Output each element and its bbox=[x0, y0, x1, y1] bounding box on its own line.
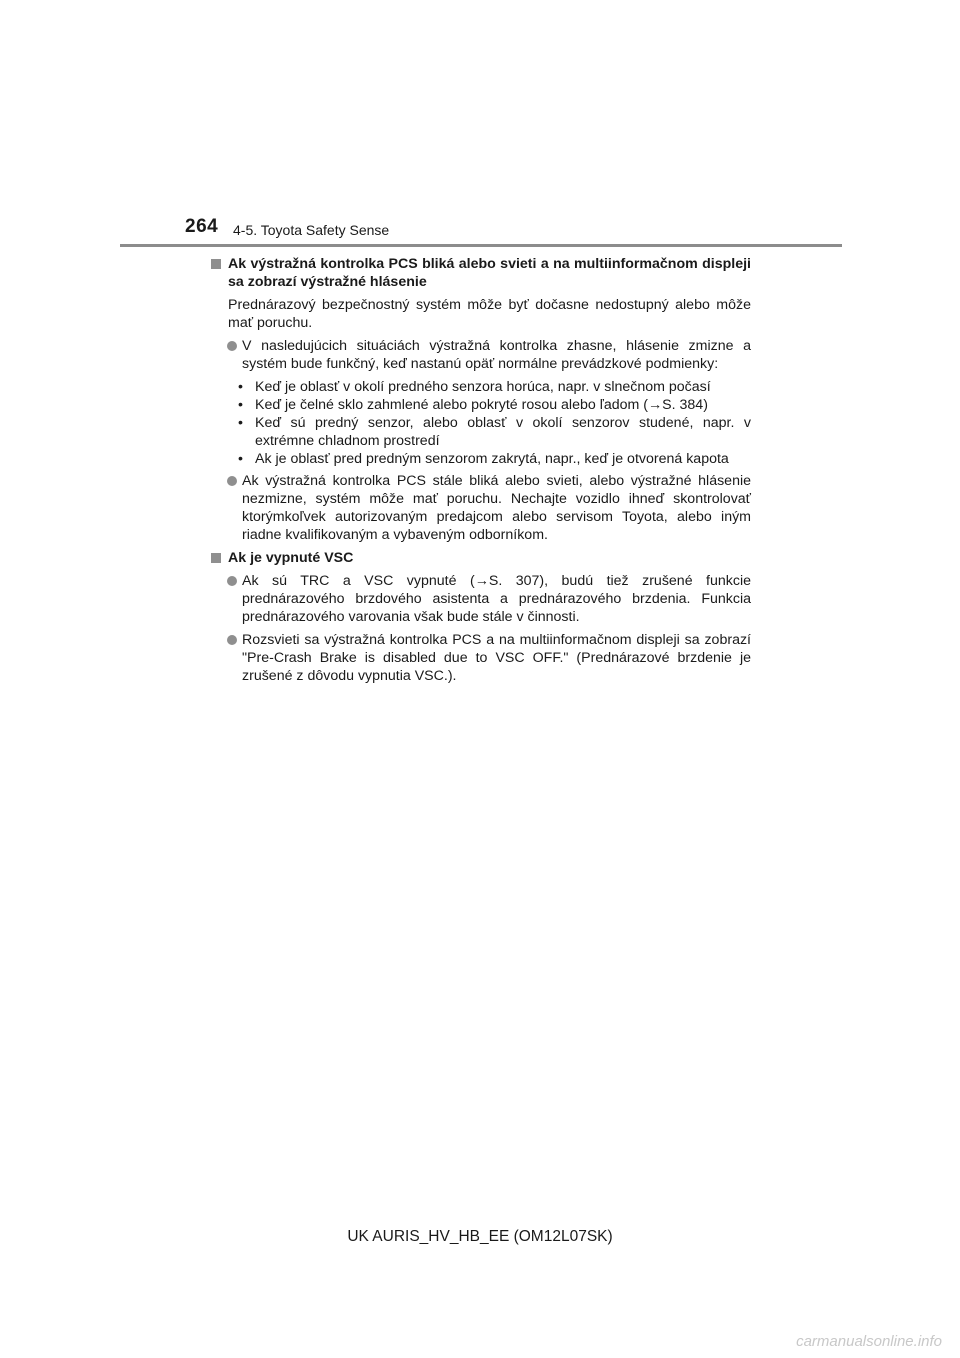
dot-bullet: • bbox=[238, 397, 243, 413]
sub-list-item bbox=[211, 396, 751, 414]
sub-item-text: Ak je oblasť pred predným senzorom zakrytá, napr., keď je otvorená kapota bbox=[255, 451, 729, 467]
circle-bullet-icon bbox=[227, 341, 237, 351]
list-item bbox=[211, 572, 751, 626]
list-item bbox=[211, 472, 751, 544]
sub-list-item bbox=[211, 450, 751, 468]
page-number: 264 bbox=[185, 216, 219, 237]
heading-text: Ak výstražná kontrolka PCS bliká alebo svieti a na multiinformačnom displeji sa zobrazí výstražné hlásenie bbox=[228, 256, 751, 290]
list-item bbox=[211, 631, 751, 685]
circle-bullet-icon bbox=[227, 576, 237, 586]
list-item-text: V nasledujúcich situáciách výstražná kontrolka zhasne, hlásenie zmizne a systém bude funkčný, keď nastanú opäť normálne prevádzkové podmienky: bbox=[242, 338, 751, 372]
sub-list-item bbox=[211, 378, 751, 396]
watermark: carmanualsonline.info bbox=[796, 1333, 942, 1350]
square-bullet-icon bbox=[211, 553, 221, 563]
page-content bbox=[211, 255, 751, 690]
list-item-text: Rozsvieti sa výstražná kontrolka PCS a na multiinformačnom displeji sa zobrazí "Pre-Crash Brake is disabled due to VSC OFF." (Prednárazové brzdenie je zrušené z dôvodu vypnutia VSC.). bbox=[242, 632, 751, 684]
square-bullet-icon bbox=[211, 259, 221, 269]
list-item-text: Ak výstražná kontrolka PCS stále bliká alebo svieti, alebo výstražné hlásenie nezmizne, systém môže mať poruchu. Nechajte vozidlo ihneď skontrolovať ktorýmkoľvek autorizovaným predajcom alebo servisom Toyota, alebo iným riadne kvalifikovaným a vybaveným odborníkom. bbox=[242, 473, 751, 543]
heading-text: Ak je vypnuté VSC bbox=[228, 550, 354, 566]
sub-item-text: Keď je oblasť v okolí predného senzora horúca, napr. v slnečnom počasí bbox=[255, 379, 711, 395]
dot-bullet: • bbox=[238, 379, 243, 395]
list-item-text: Ak sú TRC a VSC vypnuté (→S. 307), budú tiež zrušené funkcie prednárazového brzdového asistenta a prednárazového brzdenia. Funkcia prednárazového varovania však bude stále v činnosti. bbox=[242, 573, 751, 625]
sub-item-text: Keď je čelné sklo zahmlené alebo pokryté rosou alebo ľadom (→S. 384) bbox=[255, 397, 708, 413]
sub-list-item bbox=[211, 414, 751, 450]
list-item bbox=[211, 337, 751, 373]
sub-item-text: Keď sú predný senzor, alebo oblasť v okolí senzorov studené, napr. v extrémne chladnom prostredí bbox=[255, 415, 751, 449]
heading-pcs-warning bbox=[211, 255, 751, 291]
dot-bullet: • bbox=[238, 451, 243, 467]
circle-bullet-icon bbox=[227, 476, 237, 486]
paragraph: Prednárazový bezpečnostný systém môže byť dočasne nedostupný alebo môže mať poruchu. bbox=[228, 297, 751, 331]
header-divider bbox=[120, 244, 842, 247]
section-title: 4-5. Toyota Safety Sense bbox=[233, 222, 390, 238]
footer-document-id: UK AURIS_HV_HB_EE (OM12L07SK) bbox=[347, 1228, 613, 1245]
heading-vsc-off bbox=[211, 549, 751, 567]
sub-list bbox=[211, 378, 751, 468]
circle-bullet-icon bbox=[227, 635, 237, 645]
dot-bullet: • bbox=[238, 415, 243, 431]
